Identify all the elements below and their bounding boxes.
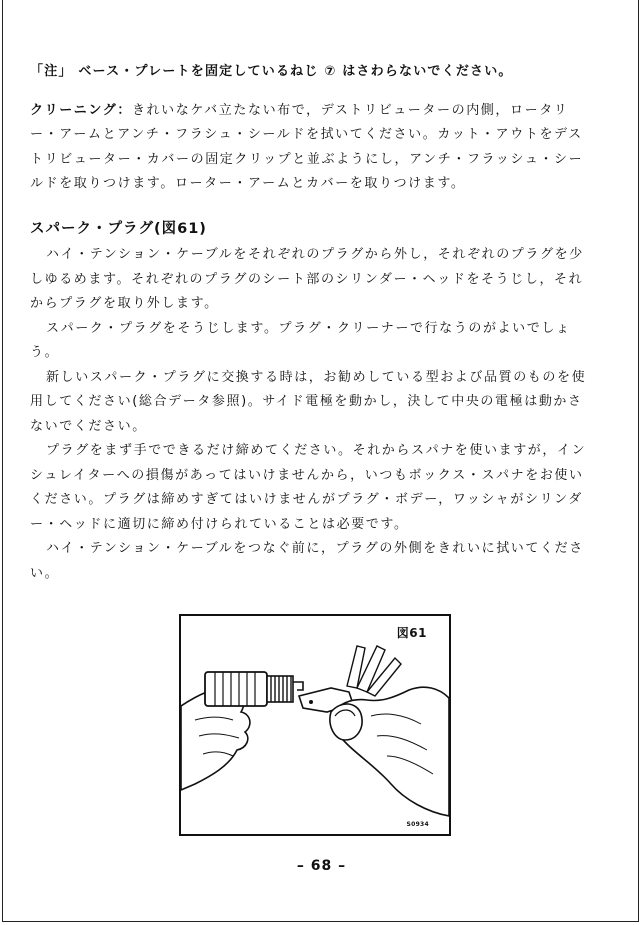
spark-plug-gauge-illustration <box>181 616 449 834</box>
figure-label: 図61 <box>396 626 427 640</box>
figure-61 <box>179 614 451 836</box>
body-paragraph-3: 新しいスパーク・プラグに交換する時は，お勧めしている型および品質のものを使用してください(総合データ参照)。サイド電極を動かし，決して中央の電極は動かさないでください。 <box>30 369 587 434</box>
body-paragraph-2: スパーク・プラグをそうじします。プラグ・クリーナーで行なうのがよいでしょう。 <box>30 320 571 360</box>
cleaning-paragraph <box>30 99 590 197</box>
figure-code: S0934 <box>406 821 429 828</box>
page-content <box>30 60 590 586</box>
note-line: 「注」 ベース・プレートを固定しているねじ ⑦ はさわらないでください。 <box>30 64 513 79</box>
cleaning-text: きれいなケバ立たない布で，デストリビューターの内側，ロータリー・アームとアンチ・フラシュ・シールドを拭いてください。カット・アウトをデストリビューター・カバーの固定クリップと並ぶようにし，アンチ・フラッシュ・シールドを取りつけます。ローター・アームとカバーを取りつけます。 <box>30 102 584 191</box>
body-paragraph-4: プラグをまず手でできるだけ締めてください。それからスパナを使いますが，インシュレイターへの損傷があってはいけませんから，いつもボックス・スパナをお使いください。プラグは締めすぎてはいけませんがプラグ・ボデー，ワッシャがシリンダー・ヘッドに適切に締め付けられていることは必要です。 <box>30 443 587 532</box>
page-number: – 68 – <box>296 858 347 874</box>
cleaning-heading: クリーニング： <box>30 102 132 118</box>
section-title: スパーク・プラグ(図61) <box>30 220 207 237</box>
body-paragraph-1: ハイ・テンション・ケーブルをそれぞれのプラグから外し，それぞれのプラグを少しゆるめます。それぞれのプラグのシート部のシリンダー・ヘッドをそうじし，それからプラグを取り外します。 <box>30 247 584 311</box>
body-paragraph-5: ハイ・テンション・ケーブルをつなぐ前に，プラグの外側をきれいに拭いてください。 <box>30 541 584 581</box>
